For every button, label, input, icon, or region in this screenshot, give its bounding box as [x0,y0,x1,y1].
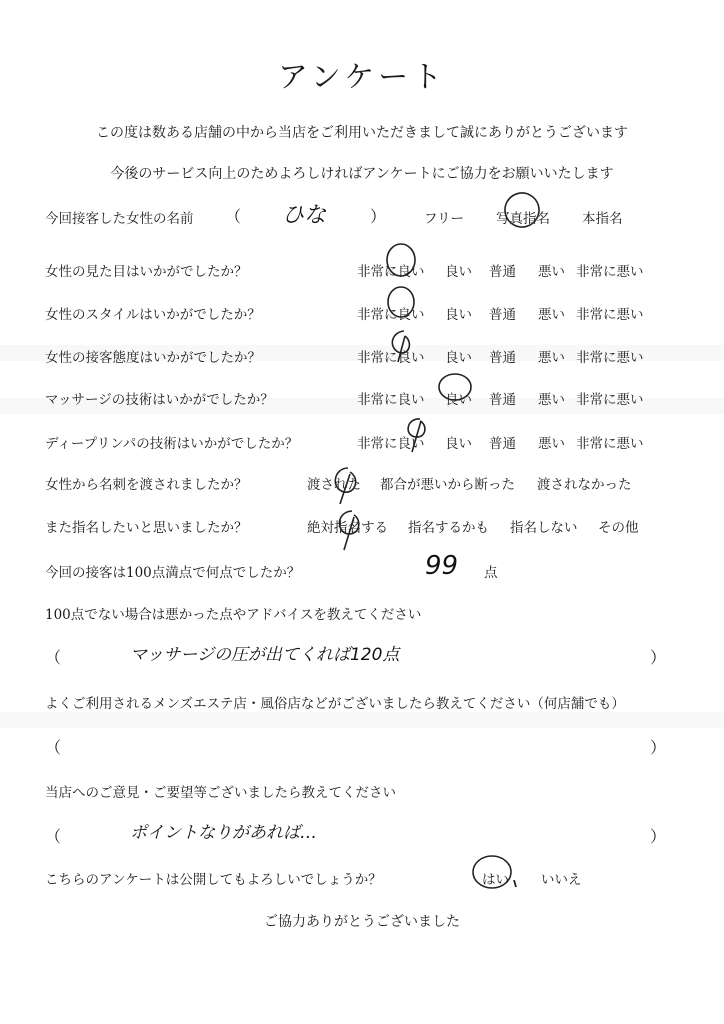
intro-line-1: この度は数ある店舗の中から当店をご利用いただきまして誠にありがとうございます [96,125,628,141]
staff-option-photo[interactable]: 写真指名 [496,211,550,227]
publish-option-no[interactable]: いいえ [541,872,582,888]
renominate-question: また指名したいと思いましたか？ [45,520,248,536]
rating-3-option-very-good[interactable]: 非常に良い [357,350,425,366]
renominate-option-maybe[interactable]: 指名するかも [408,520,489,536]
circle-looks-very-good [387,244,415,276]
opinion-answer[interactable]: ポイントなりがあれば… [130,823,317,843]
opinion-close-paren: ） [650,827,667,846]
rating-5-option-very-good[interactable]: 非常に良い [357,436,425,452]
check-mark-publish [514,880,516,887]
rating-question-5: ディープリンパの技術はいかがでしたか？ [45,436,299,452]
rating-2-option-average[interactable]: 普通 [489,307,516,323]
circle-lymph-very-good [408,419,425,452]
rating-5-option-good[interactable]: 良い [445,436,472,452]
rating-2-option-bad[interactable]: 悪い [538,307,565,323]
rating-1-option-average[interactable]: 普通 [489,264,516,280]
card-option-given[interactable]: 渡された [307,477,361,493]
other-shops-close-paren: ） [650,738,667,757]
rating-question-2: 女性のスタイルはいかがでしたか？ [45,307,261,323]
rating-3-option-bad[interactable]: 悪い [538,350,565,366]
rating-5-option-average[interactable]: 普通 [489,436,516,452]
rating-1-option-good[interactable]: 良い [445,264,472,280]
rating-2-option-very-bad[interactable]: 非常に悪い [576,307,644,323]
rating-5-option-very-bad[interactable]: 非常に悪い [576,436,644,452]
staff-name-answer[interactable]: ひな [282,203,327,228]
circle-attitude-very-good [392,331,409,362]
staff-option-regular[interactable]: 本指名 [582,211,623,227]
renominate-option-definitely[interactable]: 絶対指名する [307,520,388,536]
advice-close-paren: ） [650,648,667,667]
circle-style-very-good [388,287,414,317]
rating-2-option-good[interactable]: 良い [445,307,472,323]
publish-question: こちらのアンケートは公開してもよろしいでしょうか？ [45,872,382,888]
advice-open-paren: （ [45,648,62,667]
opinion-question: 当店へのご意見・ご要望等ございましたら教えてください [45,785,396,801]
rating-1-option-very-good[interactable]: 非常に良い [357,264,425,280]
rating-1-option-bad[interactable]: 悪い [538,264,565,280]
rating-4-option-average[interactable]: 普通 [489,392,516,408]
staff-option-free[interactable]: フリー [424,211,464,227]
rating-question-4: マッサージの技術はいかがでしたか？ [45,392,274,408]
other-shops-question: よくご利用されるメンズエステ店・風俗店などがございましたら教えてください（何店舗でも） [45,696,625,712]
staff-open-paren: （ [225,207,242,226]
other-shops-open-paren: （ [45,738,62,757]
rating-3-option-good[interactable]: 良い [445,350,472,366]
rating-4-option-good[interactable]: 良い [445,392,472,408]
rating-4-option-bad[interactable]: 悪い [538,392,565,408]
page-title: アンケート [277,60,447,95]
rating-question-1: 女性の見た目はいかがでしたか？ [45,264,248,280]
card-option-declined[interactable]: 都合が悪いから断った [380,477,515,493]
intro-line-2: 今後のサービス向上のためよろしければアンケートにご協力をお願いいたします [110,166,614,182]
rating-5-option-bad[interactable]: 悪い [538,436,565,452]
circle-photo-nomination [501,189,543,231]
circle-massage-good [439,374,471,400]
card-option-not-given[interactable]: 渡されなかった [537,477,632,493]
score-unit: 点 [484,565,498,581]
publish-option-yes[interactable]: はい [482,872,509,888]
card-question: 女性から名刺を渡されましたか？ [45,477,248,493]
rating-4-option-very-bad[interactable]: 非常に悪い [576,392,644,408]
score-question: 今回の接客は100点満点で何点でしたか？ [45,565,301,581]
rating-1-option-very-bad[interactable]: 非常に悪い [576,264,644,280]
rating-4-option-very-good[interactable]: 非常に良い [357,392,425,408]
renominate-option-other[interactable]: その他 [598,520,639,536]
renominate-option-no[interactable]: 指名しない [510,520,578,536]
rating-question-3: 女性の接客態度はいかがでしたか？ [45,350,261,366]
rating-3-option-average[interactable]: 普通 [489,350,516,366]
score-answer[interactable]: 99 [425,551,459,581]
rating-2-option-very-good[interactable]: 非常に良い [357,307,425,323]
rating-3-option-very-bad[interactable]: 非常に悪い [576,350,644,366]
advice-question: 100点でない場合は悪かった点やアドバイスを教えてください [45,607,422,623]
circle-renominate-definitely [339,511,358,550]
circle-card-given [335,468,355,504]
staff-question: 今回接客した女性の名前 [45,211,194,227]
closing-text: ご協力ありがとうございました [264,914,460,930]
opinion-open-paren: （ [45,827,62,846]
staff-close-paren: ） [370,207,387,226]
circle-publish-yes [473,856,511,888]
advice-answer[interactable]: マッサージの圧が出てくれば120点 [130,645,400,665]
